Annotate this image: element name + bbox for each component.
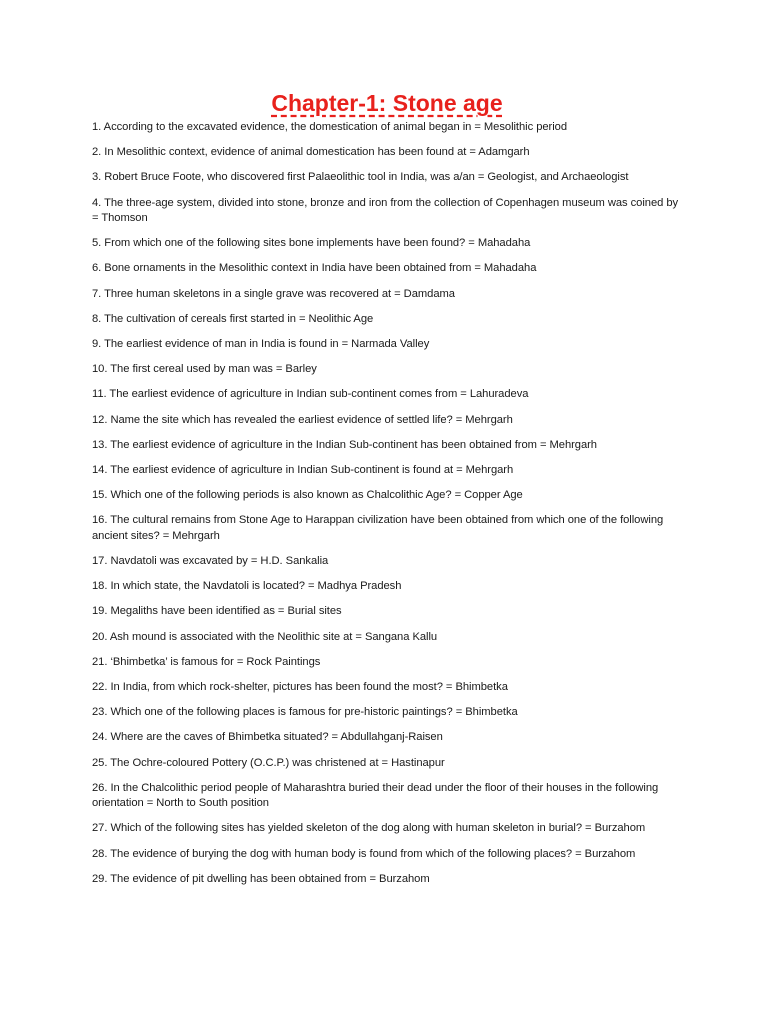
list-item: 5. From which one of the following sites bone implements have been found? = Mahadaha (92, 237, 531, 250)
list-item: 27. Which of the following sites has yielded skeleton of the dog along with human skeleton in burial? = Burzahom (92, 822, 646, 835)
list-item: 23. Which one of the following places is famous for pre-historic paintings? = Bhimbetka (92, 706, 518, 719)
list-item: 12. Name the site which has revealed the earliest evidence of settled life? = Mehrgarh (92, 413, 513, 426)
list-item: 16. The cultural remains from Stone Age to Harappan civilization have been obtained from which one of the following ancient sites? = Mehrgarh (92, 514, 664, 542)
list-item: 8. The cultivation of cereals first started in = Neolithic Age (92, 312, 374, 325)
list-item: 20. Ash mound is associated with the Neolithic site at = Sangana Kallu (92, 630, 438, 643)
list-item: 25. The Ochre-coloured Pottery (O.C.P.) was christened at = Hastinapur (92, 756, 445, 769)
list-item: 22. In India, from which rock-shelter, pictures has been found the most? = Bhimbetka (92, 680, 508, 693)
question-list (92, 120, 682, 887)
list-item: 15. Which one of the following periods is also known as Chalcolithic Age? = Copper Age (92, 489, 523, 502)
list-item: 11. The earliest evidence of agriculture in Indian sub-continent comes from = Lahuradeva (92, 388, 529, 401)
list-item: 6. Bone ornaments in the Mesolithic context in India have been obtained from = Mahadaha (92, 262, 537, 275)
list-item: 9. The earliest evidence of man in India is found in = Narmada Valley (92, 338, 430, 350)
list-item: 13. The earliest evidence of agriculture in the Indian Sub-continent has been obtained from = Mehrgarh (92, 438, 597, 451)
list-item: 24. Where are the caves of Bhimbetka situated? = Abdullahganj-Raisen (92, 731, 443, 744)
list-item: 28. The evidence of burying the dog with human body is found from which of the following places? = Burzahom (92, 847, 636, 860)
list-item: 21. ‘Bhimbetka’ is famous for = Rock Paintings (92, 655, 321, 668)
list-item: 26. In the Chalcolithic period people of Maharashtra buried their dead under the floor of their houses in the following orientation = North to South position (92, 781, 659, 810)
list-item: 29. The evidence of pit dwelling has been obtained from = Burzahom (92, 872, 430, 885)
list-item: 17. Navdatoli was excavated by = H.D. Sankalia (92, 555, 329, 567)
list-item: 18. In which state, the Navdatoli is located? = Madhya Pradesh (92, 580, 402, 593)
list-item: 14. The earliest evidence of agriculture in Indian Sub-continent is found at = Mehrgarh (92, 463, 514, 476)
list-item: 7. Three human skeletons in a single grave was recovered at = Damdama (92, 287, 455, 300)
list-item: 1. According to the excavated evidence, the domestication of animal began in = Mesolithic period (92, 121, 568, 133)
document-page (92, 88, 682, 897)
page-title: Chapter-1: Stone age (271, 90, 503, 116)
list-item: 19. Megaliths have been identified as = Burial sites (92, 605, 342, 618)
list-item: 10. The first cereal used by man was = Barley (92, 363, 317, 376)
list-item: 2. In Mesolithic context, evidence of animal domestication has been found at = Adamgarh (92, 146, 530, 159)
list-item: 3. Robert Bruce Foote, who discovered first Palaeolithic tool in India, was a/an = Geologist, and Archaeologist (92, 171, 629, 184)
list-item: 4. The three-age system, divided into stone, bronze and iron from the collection of Copenhagen museum was coined by = Thomson (92, 196, 679, 225)
